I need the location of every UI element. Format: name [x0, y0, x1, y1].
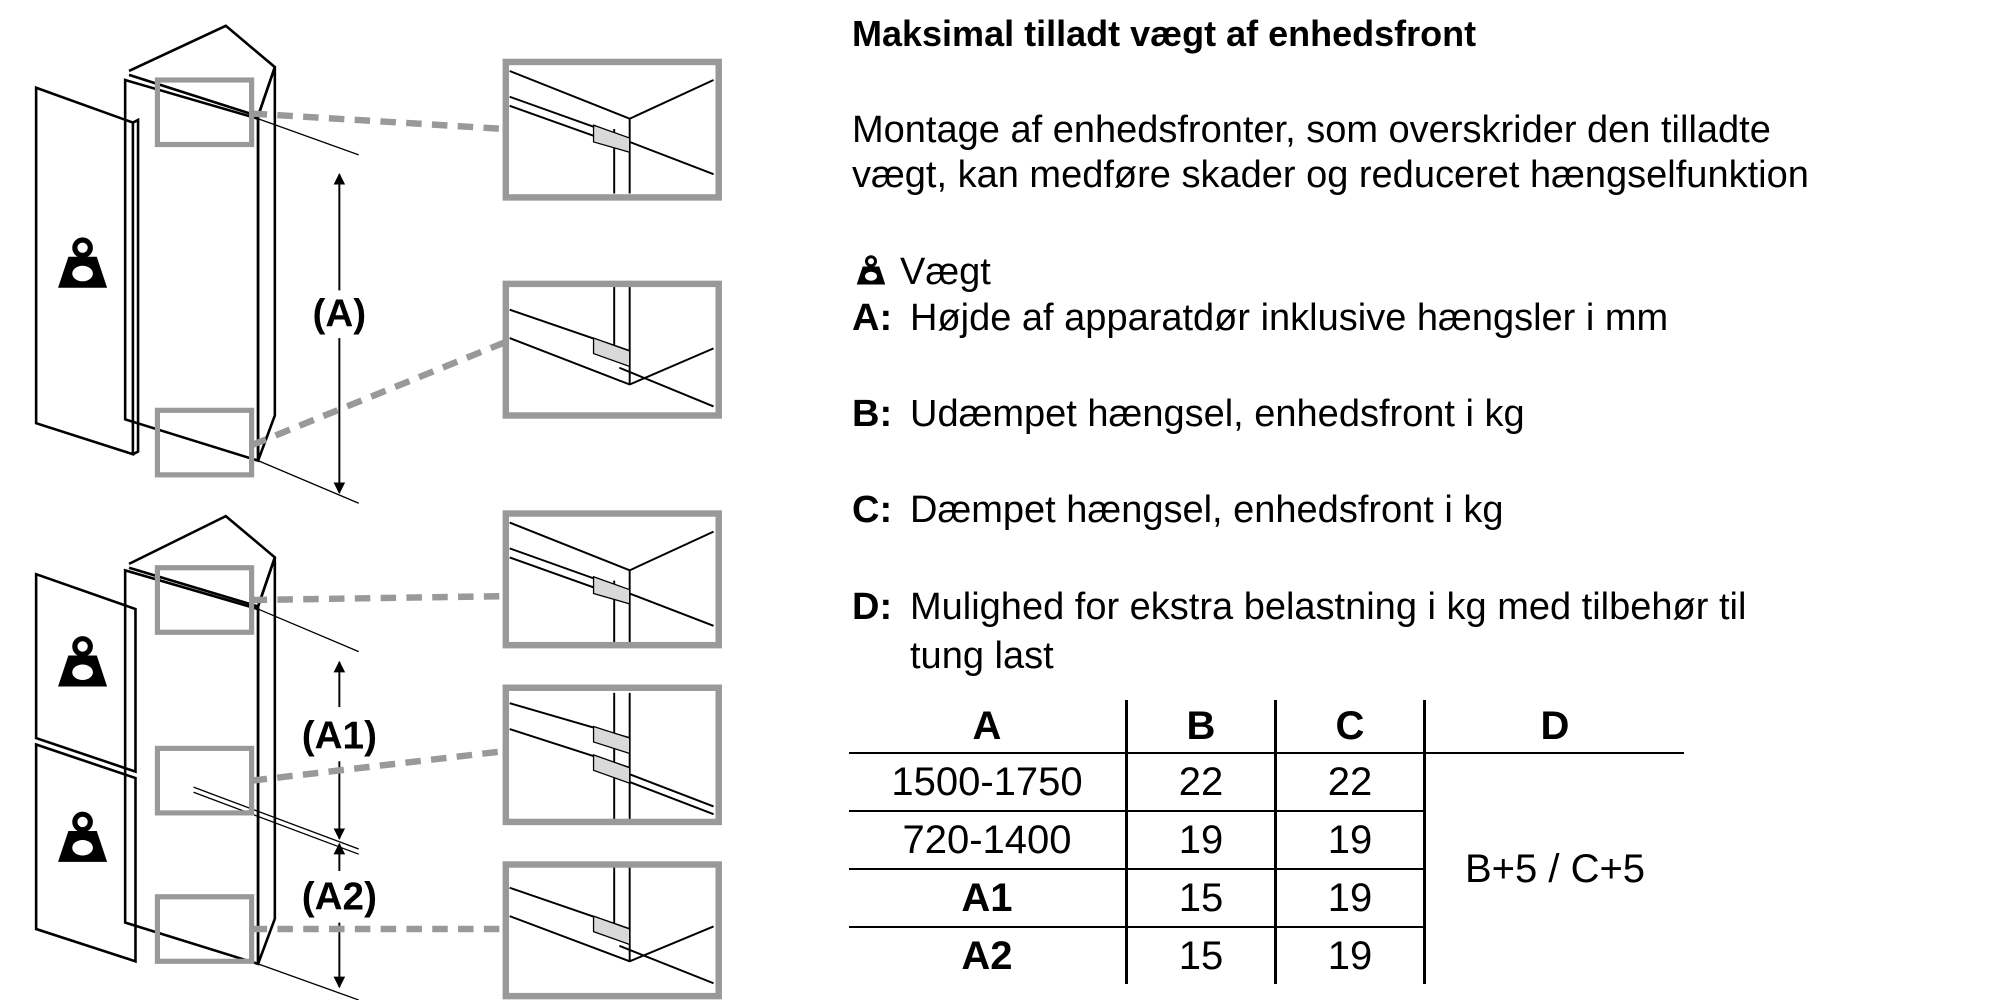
legend-c: C: Dæmpet hængsel, enhedsfront i kg [852, 489, 1504, 531]
warning-line-1: Montage af enhedsfronter, som overskrider den tilladte [852, 109, 1771, 151]
weight-table [849, 700, 1684, 984]
page-title: Maksimal tilladt vægt af enhedsfront [852, 13, 1477, 54]
weight-icon [58, 814, 107, 862]
table-header-row: A B C D [849, 700, 1684, 753]
label-a2: (A2) [301, 875, 377, 919]
warning-line-2: vægt, kan medføre skader og reduceret hængselfunktion [852, 154, 1809, 196]
weight-icon [856, 254, 886, 288]
detail-middle-hinges [506, 688, 719, 822]
legend-d: D: Mulighed for ekstra belastning i kg med tilbehør til [852, 586, 1747, 628]
weight-label: Vægt [900, 251, 991, 293]
detail-bottom-hinge-2 [506, 865, 719, 997]
d-value: B+5 / C+5 [1425, 753, 1685, 984]
table-row: 720-1400 19 19 [849, 811, 1684, 869]
table-row: A1 15 19 [849, 869, 1684, 927]
legend-d-cont: tung last [910, 635, 1054, 677]
fridge-hinge-diagram [0, 0, 800, 1000]
legend-weight [852, 250, 991, 294]
detail-top-hinge-2 [506, 514, 719, 646]
label-a: (A) [312, 292, 367, 336]
table-row: A2 15 19 [849, 927, 1684, 984]
label-a1: (A1) [301, 714, 377, 758]
weight-icon [58, 240, 107, 288]
weight-icon [58, 639, 107, 687]
table-row: 1500-1750 22 22 B+5 / C+5 [849, 753, 1684, 811]
legend-a: A: Højde af apparatdør inklusive hængsler i mm [852, 297, 1669, 339]
legend-b: B: Udæmpet hængsel, enhedsfront i kg [852, 393, 1525, 435]
detail-top-hinge [506, 62, 719, 197]
detail-bottom-hinge [506, 284, 719, 416]
